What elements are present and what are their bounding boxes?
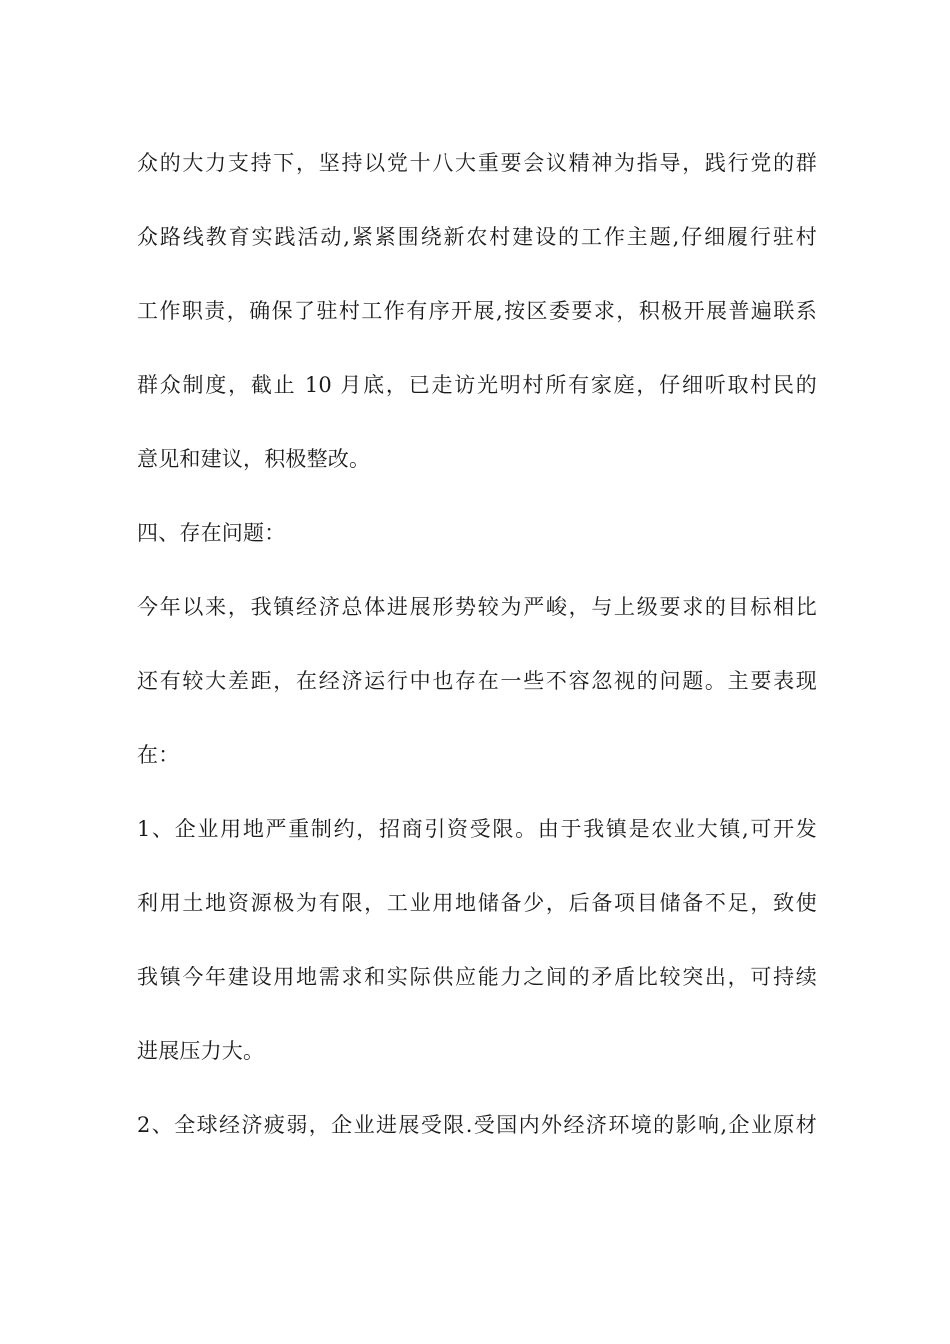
section-heading: 四、存在问题：: [137, 521, 286, 545]
paragraph-line: 群众制度，截止 10 月底，已走访光明村所有家庭，仔细听取村民的: [137, 373, 817, 397]
paragraph-line: 意见和建议，积极整改。: [137, 447, 371, 471]
paragraph-line: 今年以来，我镇经济总体进展形势较为严峻，与上级要求的目标相比: [137, 595, 817, 619]
list-item-line: 1、企业用地严重制约，招商引资受限。由于我镇是农业大镇,可开发: [137, 817, 817, 841]
paragraph-line: 工作职责，确保了驻村工作有序开展,按区委要求，积极开展普遍联系: [137, 299, 817, 323]
paragraph-line: 还有较大差距，在经济运行中也存在一些不容忽视的问题。主要表现: [137, 669, 817, 693]
list-item-line: 利用土地资源极为有限，工业用地储备少，后备项目储备不足，致使: [137, 891, 817, 915]
paragraph-line: 众的大力支持下，坚持以党十八大重要会议精神为指导，践行党的群: [137, 151, 817, 175]
list-item-line: 进展压力大。: [137, 1039, 265, 1063]
paragraph-line: 众路线教育实践活动,紧紧围绕新农村建设的工作主题,仔细履行驻村: [137, 225, 817, 249]
list-item-line: 2、全球经济疲弱，企业进展受限.受国内外经济环境的影响,企业原材: [137, 1113, 817, 1137]
list-item-line: 我镇今年建设用地需求和实际供应能力之间的矛盾比较突出，可持续: [137, 965, 817, 989]
paragraph-line: 在：: [137, 743, 180, 767]
